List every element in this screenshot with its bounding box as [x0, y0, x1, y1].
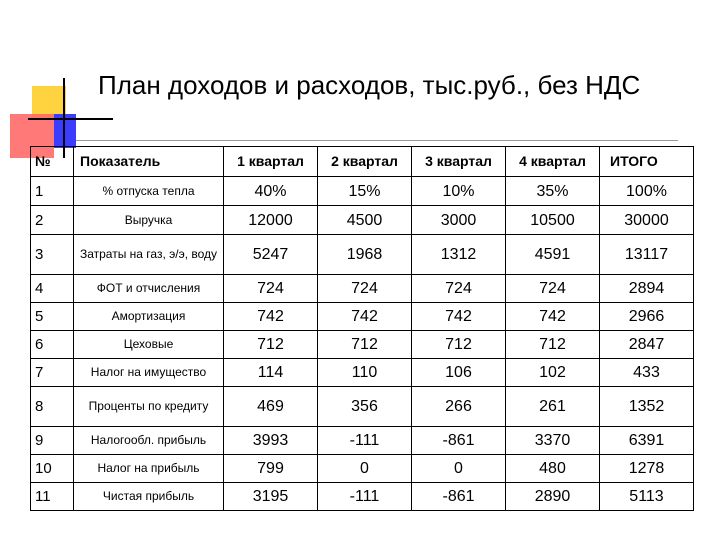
cell-number: 7	[31, 359, 74, 387]
cell-q4: 2890	[506, 483, 600, 511]
cell-indicator: Затраты на газ, э/э, воду	[74, 235, 224, 275]
table-row	[31, 235, 694, 275]
table-row	[31, 455, 694, 483]
title-divider	[76, 140, 678, 141]
cell-q4: 742	[506, 303, 600, 331]
cell-q1: 742	[224, 303, 318, 331]
cell-q3: 106	[412, 359, 506, 387]
cell-q1: 3195	[224, 483, 318, 511]
cell-q2: 1968	[318, 235, 412, 275]
page-title: План доходов и расходов, тыс.руб., без НДС	[98, 70, 641, 100]
cell-number: 10	[31, 455, 74, 483]
cell-q3: 3000	[412, 206, 506, 235]
table-row	[31, 387, 694, 427]
cell-q4: 480	[506, 455, 600, 483]
cell-total: 30000	[600, 206, 694, 235]
table-row	[31, 303, 694, 331]
cell-total: 433	[600, 359, 694, 387]
cell-q1: 3993	[224, 427, 318, 455]
cell-q3: 724	[412, 275, 506, 303]
cell-number: 5	[31, 303, 74, 331]
cell-q4: 724	[506, 275, 600, 303]
cell-number: 11	[31, 483, 74, 511]
table-row	[31, 427, 694, 455]
cell-q3: 0	[412, 455, 506, 483]
cell-indicator: Чистая прибыль	[74, 483, 224, 511]
cell-q1: 469	[224, 387, 318, 427]
cell-number: 4	[31, 275, 74, 303]
cell-indicator: Налог на прибыль	[74, 455, 224, 483]
cell-indicator: ФОТ и отчисления	[74, 275, 224, 303]
cell-q3: 10%	[412, 177, 506, 206]
cell-q3: 742	[412, 303, 506, 331]
cell-indicator: Выручка	[74, 206, 224, 235]
cell-total: 2894	[600, 275, 694, 303]
cell-indicator: Цеховые	[74, 331, 224, 359]
table-row	[31, 275, 694, 303]
header-cell-total: ИТОГО	[600, 147, 694, 177]
cell-q2: 0	[318, 455, 412, 483]
table-header-row	[31, 147, 694, 177]
header-cell-number: №	[31, 147, 74, 177]
header-cell-indicator: Показатель	[74, 147, 224, 177]
cell-q2: 356	[318, 387, 412, 427]
cell-number: 9	[31, 427, 74, 455]
header-cell-q1: 1 квартал	[224, 147, 318, 177]
cell-q2: 110	[318, 359, 412, 387]
cell-total: 2847	[600, 331, 694, 359]
cell-total: 6391	[600, 427, 694, 455]
cell-total: 100%	[600, 177, 694, 206]
table-row	[31, 331, 694, 359]
cell-indicator: Амортизация	[74, 303, 224, 331]
table-row	[31, 177, 694, 206]
cell-indicator: Проценты по кредиту	[74, 387, 224, 427]
cell-q3: -861	[412, 427, 506, 455]
cell-q2: 742	[318, 303, 412, 331]
cell-indicator: % отпуска тепла	[74, 177, 224, 206]
cell-q4: 35%	[506, 177, 600, 206]
cell-q1: 12000	[224, 206, 318, 235]
cell-q3: 712	[412, 331, 506, 359]
cell-q3: 266	[412, 387, 506, 427]
cell-q4: 712	[506, 331, 600, 359]
cell-q1: 40%	[224, 177, 318, 206]
cell-q4: 10500	[506, 206, 600, 235]
cell-q2: -111	[318, 427, 412, 455]
cell-q1: 712	[224, 331, 318, 359]
cell-q1: 799	[224, 455, 318, 483]
header-cell-q3: 3 квартал	[412, 147, 506, 177]
cell-number: 8	[31, 387, 74, 427]
cell-q4: 4591	[506, 235, 600, 275]
cell-total: 1352	[600, 387, 694, 427]
cell-q1: 724	[224, 275, 318, 303]
logo-horizontal-line	[28, 118, 113, 120]
table-row	[31, 483, 694, 511]
cell-indicator: Налогообл. прибыль	[74, 427, 224, 455]
cell-q3: 1312	[412, 235, 506, 275]
cell-q2: 712	[318, 331, 412, 359]
cell-number: 6	[31, 331, 74, 359]
cell-q4: 102	[506, 359, 600, 387]
cell-total: 13117	[600, 235, 694, 275]
cell-total: 5113	[600, 483, 694, 511]
cell-q4: 261	[506, 387, 600, 427]
cell-number: 1	[31, 177, 74, 206]
header-cell-q4: 4 квартал	[506, 147, 600, 177]
cell-q2: 724	[318, 275, 412, 303]
cell-q1: 114	[224, 359, 318, 387]
cell-number: 3	[31, 235, 74, 275]
table-body	[31, 147, 694, 511]
table-row	[31, 206, 694, 235]
cell-q2: 15%	[318, 177, 412, 206]
cell-total: 2966	[600, 303, 694, 331]
cell-indicator: Налог на имущество	[74, 359, 224, 387]
table-row	[31, 359, 694, 387]
cell-number: 2	[31, 206, 74, 235]
cell-q3: -861	[412, 483, 506, 511]
income-expense-table	[30, 146, 694, 511]
cell-q2: -111	[318, 483, 412, 511]
cell-q4: 3370	[506, 427, 600, 455]
header-cell-q2: 2 квартал	[318, 147, 412, 177]
cell-q2: 4500	[318, 206, 412, 235]
cell-q1: 5247	[224, 235, 318, 275]
cell-total: 1278	[600, 455, 694, 483]
